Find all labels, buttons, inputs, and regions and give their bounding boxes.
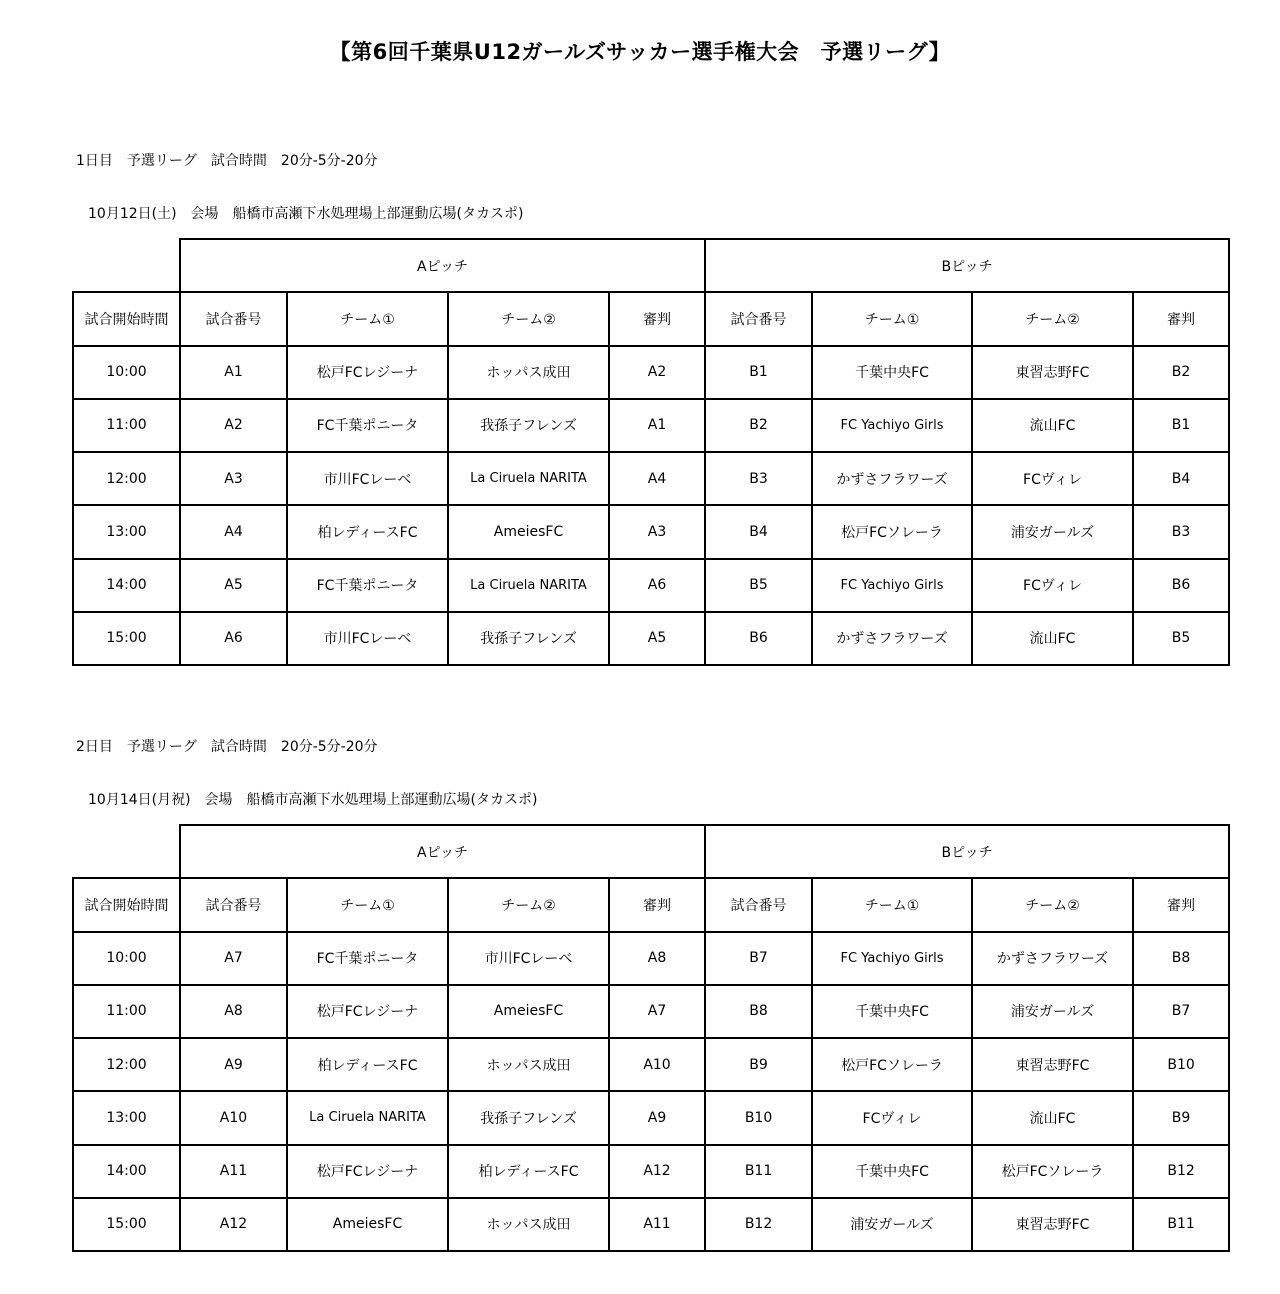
- table-cell: A3: [180, 452, 287, 505]
- pitch-b-header: Bピッチ: [705, 825, 1229, 878]
- match-row: [73, 1145, 1229, 1198]
- table-cell: A4: [609, 452, 705, 505]
- table-cell: B9: [1133, 1091, 1229, 1144]
- pitch-a-header: Aピッチ: [180, 825, 705, 878]
- table-cell: FC Yachiyo Girls: [812, 559, 972, 612]
- table-cell: ホッパス成田: [448, 1198, 609, 1251]
- table-cell: B4: [705, 505, 812, 558]
- empty-corner-cell: [73, 825, 180, 878]
- table-cell: 10:00: [73, 346, 180, 399]
- table-cell: A1: [609, 399, 705, 452]
- table-cell: B4: [1133, 452, 1229, 505]
- table-cell: 市川FCレーベ: [448, 932, 609, 985]
- table-cell: 流山FC: [972, 612, 1133, 665]
- pitch-header-row: [73, 825, 1229, 878]
- match-row: [73, 612, 1229, 665]
- table-cell: FCヴィレ: [812, 1091, 972, 1144]
- table-cell: 我孫子フレンズ: [448, 612, 609, 665]
- table-cell: 15:00: [73, 612, 180, 665]
- table-cell: 柏レディースFC: [287, 1038, 448, 1091]
- match-row: [73, 932, 1229, 985]
- table-cell: 松戸FCソレーラ: [972, 1145, 1133, 1198]
- pitch-b-header: Bピッチ: [705, 239, 1229, 292]
- table-cell: 柏レディースFC: [448, 1145, 609, 1198]
- table-cell: かずさフラワーズ: [812, 452, 972, 505]
- table-cell: A8: [609, 932, 705, 985]
- table-cell: B7: [705, 932, 812, 985]
- column-header: チーム②: [448, 292, 609, 345]
- day1-label: 1日目 予選リーグ 試合時間 20分-5分-20分: [76, 153, 378, 169]
- match-row: [73, 1091, 1229, 1144]
- table-cell: B7: [1133, 985, 1229, 1038]
- table-cell: 14:00: [73, 559, 180, 612]
- pitch-header-row: [73, 239, 1229, 292]
- table-cell: A12: [609, 1145, 705, 1198]
- pitch-a-header: Aピッチ: [180, 239, 705, 292]
- table-cell: 松戸FCレジーナ: [287, 985, 448, 1038]
- column-header: 審判: [609, 292, 705, 345]
- table-cell: 13:00: [73, 505, 180, 558]
- table-cell: B3: [1133, 505, 1229, 558]
- table-cell: 松戸FCソレーラ: [812, 1038, 972, 1091]
- table-cell: AmeiesFC: [287, 1198, 448, 1251]
- table-cell: B1: [705, 346, 812, 399]
- table-cell: 東習志野FC: [972, 1198, 1133, 1251]
- table-cell: 浦安ガールズ: [972, 985, 1133, 1038]
- table-cell: B2: [705, 399, 812, 452]
- table-cell: A10: [180, 1091, 287, 1144]
- table-cell: 千葉中央FC: [812, 985, 972, 1038]
- match-row: [73, 1038, 1229, 1091]
- column-header: チーム①: [287, 292, 448, 345]
- table-cell: A3: [609, 505, 705, 558]
- table-cell: B10: [1133, 1038, 1229, 1091]
- table-cell: 松戸FCレジーナ: [287, 1145, 448, 1198]
- match-row: [73, 505, 1229, 558]
- column-header-row: [73, 878, 1229, 931]
- table-cell: La Ciruela NARITA: [448, 559, 609, 612]
- table-cell: La Ciruela NARITA: [287, 1091, 448, 1144]
- column-header: 試合番号: [180, 292, 287, 345]
- table-cell: 柏レディースFC: [287, 505, 448, 558]
- table-cell: A6: [609, 559, 705, 612]
- table-cell: A2: [180, 399, 287, 452]
- table-cell: 東習志野FC: [972, 346, 1133, 399]
- table-cell: B5: [1133, 612, 1229, 665]
- table-cell: 松戸FCソレーラ: [812, 505, 972, 558]
- column-header: 試合開始時間: [73, 878, 180, 931]
- table-cell: B6: [1133, 559, 1229, 612]
- table-cell: 千葉中央FC: [812, 1145, 972, 1198]
- table-cell: B12: [705, 1198, 812, 1251]
- table-cell: FCヴィレ: [972, 452, 1133, 505]
- table-cell: A2: [609, 346, 705, 399]
- table-cell: 13:00: [73, 1091, 180, 1144]
- match-row: [73, 559, 1229, 612]
- column-header: チーム①: [812, 878, 972, 931]
- table-cell: B8: [705, 985, 812, 1038]
- page-title: 【第6回千葉県U12ガールズサッカー選手権大会 予選リーグ】: [329, 40, 951, 64]
- table-cell: B5: [705, 559, 812, 612]
- column-header: 審判: [609, 878, 705, 931]
- table-cell: 11:00: [73, 399, 180, 452]
- table-cell: A1: [180, 346, 287, 399]
- table-cell: La Ciruela NARITA: [448, 452, 609, 505]
- column-header: チーム②: [448, 878, 609, 931]
- table-cell: A7: [609, 985, 705, 1038]
- table-cell: かずさフラワーズ: [972, 932, 1133, 985]
- table-cell: FCヴィレ: [972, 559, 1133, 612]
- table-cell: FC Yachiyo Girls: [812, 399, 972, 452]
- table-cell: B12: [1133, 1145, 1229, 1198]
- table-cell: 流山FC: [972, 399, 1133, 452]
- table-cell: B8: [1133, 932, 1229, 985]
- table-cell: 流山FC: [972, 1091, 1133, 1144]
- table-cell: A5: [609, 612, 705, 665]
- table-cell: 市川FCレーベ: [287, 452, 448, 505]
- empty-corner-cell: [73, 239, 180, 292]
- table-cell: A9: [180, 1038, 287, 1091]
- table-cell: A5: [180, 559, 287, 612]
- table-cell: B9: [705, 1038, 812, 1091]
- table-cell: AmeiesFC: [448, 505, 609, 558]
- table-cell: 15:00: [73, 1198, 180, 1251]
- table-cell: B11: [705, 1145, 812, 1198]
- day2-label: 2日目 予選リーグ 試合時間 20分-5分-20分: [76, 739, 378, 755]
- column-header: チーム①: [287, 878, 448, 931]
- match-row: [73, 346, 1229, 399]
- table-cell: FC千葉ポニータ: [287, 399, 448, 452]
- match-row: [73, 399, 1229, 452]
- table-cell: B10: [705, 1091, 812, 1144]
- column-header: 試合開始時間: [73, 292, 180, 345]
- column-header: 試合番号: [705, 878, 812, 931]
- table-cell: 東習志野FC: [972, 1038, 1133, 1091]
- table-cell: かずさフラワーズ: [812, 612, 972, 665]
- table-cell: B2: [1133, 346, 1229, 399]
- column-header: チーム①: [812, 292, 972, 345]
- column-header: チーム②: [972, 292, 1133, 345]
- table-cell: A11: [609, 1198, 705, 1251]
- table-cell: 12:00: [73, 452, 180, 505]
- table-cell: B11: [1133, 1198, 1229, 1251]
- match-row: [73, 1198, 1229, 1251]
- day1-venue: 10月12日(土) 会場 船橋市高瀬下水処理場上部運動広場(タカスポ): [88, 206, 524, 222]
- table-cell: 11:00: [73, 985, 180, 1038]
- table-cell: ホッパス成田: [448, 1038, 609, 1091]
- table-cell: 10:00: [73, 932, 180, 985]
- column-header: 試合番号: [180, 878, 287, 931]
- table-cell: FC Yachiyo Girls: [812, 932, 972, 985]
- table-cell: 市川FCレーベ: [287, 612, 448, 665]
- table-cell: AmeiesFC: [448, 985, 609, 1038]
- table-cell: 我孫子フレンズ: [448, 399, 609, 452]
- day1-schedule-table: [72, 238, 1230, 666]
- table-cell: 浦安ガールズ: [812, 1198, 972, 1251]
- column-header-row: [73, 292, 1229, 345]
- column-header: チーム②: [972, 878, 1133, 931]
- table-cell: A7: [180, 932, 287, 985]
- table-cell: B1: [1133, 399, 1229, 452]
- match-row: [73, 985, 1229, 1038]
- column-header: 審判: [1133, 292, 1229, 345]
- table-cell: ホッパス成田: [448, 346, 609, 399]
- table-cell: A4: [180, 505, 287, 558]
- table-cell: 14:00: [73, 1145, 180, 1198]
- column-header: 試合番号: [705, 292, 812, 345]
- table-cell: A10: [609, 1038, 705, 1091]
- table-cell: A11: [180, 1145, 287, 1198]
- table-cell: 12:00: [73, 1038, 180, 1091]
- match-row: [73, 452, 1229, 505]
- day2-schedule-table: [72, 824, 1230, 1252]
- table-cell: 千葉中央FC: [812, 346, 972, 399]
- table-cell: FC千葉ポニータ: [287, 559, 448, 612]
- table-cell: 松戸FCレジーナ: [287, 346, 448, 399]
- table-cell: 浦安ガールズ: [972, 505, 1133, 558]
- table-cell: FC千葉ポニータ: [287, 932, 448, 985]
- table-cell: A8: [180, 985, 287, 1038]
- table-cell: 我孫子フレンズ: [448, 1091, 609, 1144]
- day2-venue: 10月14日(月祝) 会場 船橋市高瀬下水処理場上部運動広場(タカスポ): [88, 792, 538, 808]
- column-header: 審判: [1133, 878, 1229, 931]
- table-cell: A6: [180, 612, 287, 665]
- table-cell: B3: [705, 452, 812, 505]
- table-cell: A12: [180, 1198, 287, 1251]
- table-cell: A9: [609, 1091, 705, 1144]
- table-cell: B6: [705, 612, 812, 665]
